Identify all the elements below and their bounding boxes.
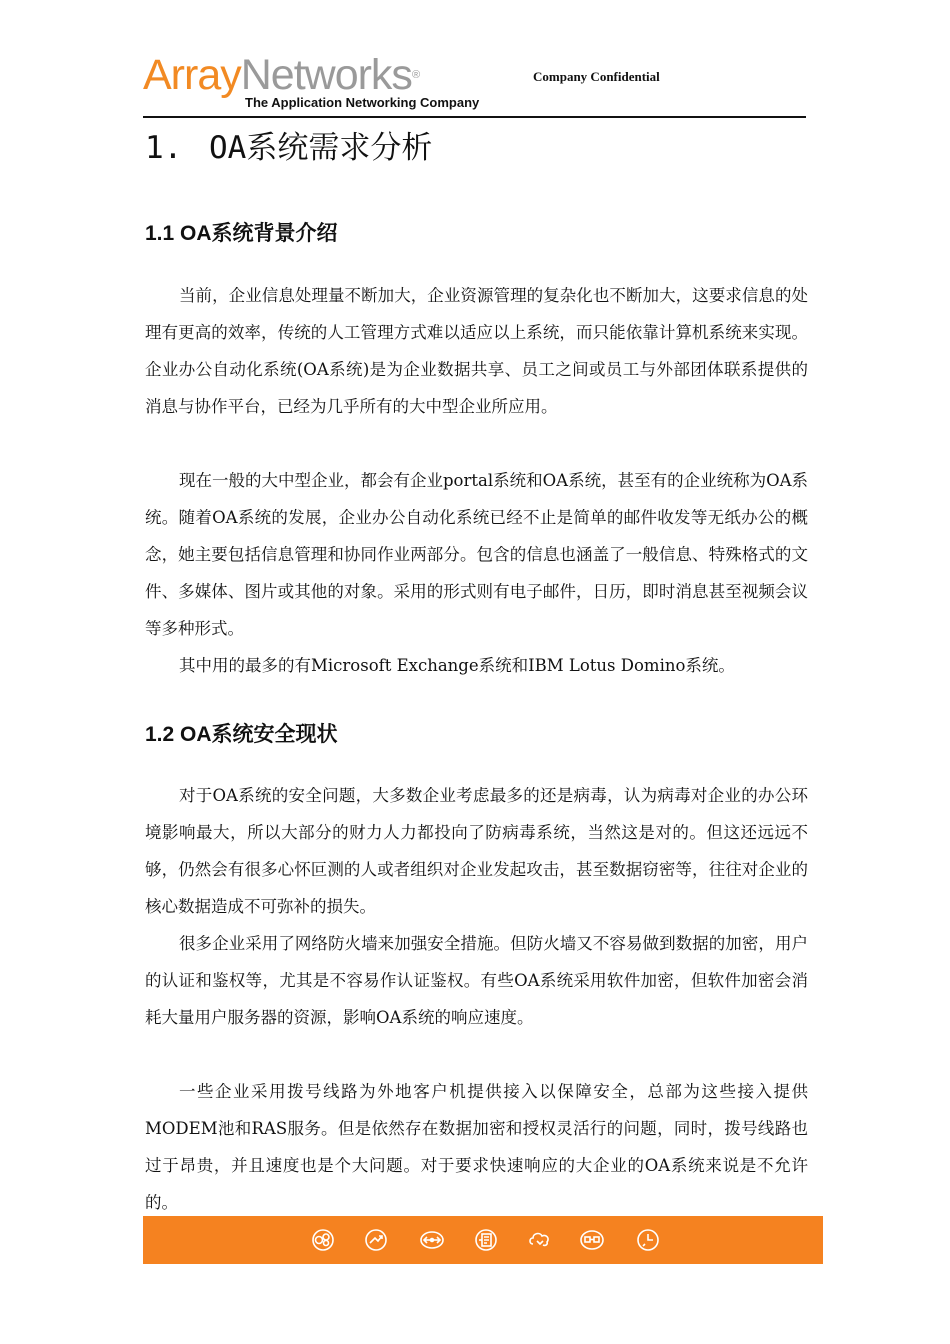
paragraph: 对于OA系统的安全问题，大多数企业考虑最多的还是病毒，认为病毒对企业的办公环境影响最大，所以大部分的财力人力都投向了防病毒系统，当然这是对的。但这还远远不够，仍然会有很多心怀叵测的人或者组织对企业发起攻击，甚至数据窃密等，往往对企业的核心数据造成不可弥补的损失。 [145, 786, 808, 916]
header-divider [143, 116, 806, 118]
logo-wordmark [143, 52, 419, 98]
paragraph: 现在一般的大中型企业，都会有企业portal系统和OA系统，甚至有的企业统称为OA系统。随着OA系统的发展，企业办公自动化系统已经不止是简单的邮件收发等无纸办公的概念，她主要包括信息管理和协同作业两部分。包含的信息也涵盖了一般信息、特殊格式的文件、多媒体、图片或其他的对象。采用的形式则有电子邮件，日历，即时消息甚至视频会议等多种形式。 [145, 471, 809, 638]
logo-networks-text: Networks [240, 51, 412, 99]
chapter-title-text: OA系统需求分析 [209, 130, 433, 166]
load-balance-icon [419, 1228, 445, 1252]
paragraph: 一些企业采用拨号线路为外地客户机提供接入以保障安全，总部为这些接入提供MODEM池和RAS服务。但是依然存在数据加密和授权灵活行的问题，同时，拨号线路也过于昂贵，并且速度也是个大问题。对于要求快速响应的大企业的OA系统来说是不允许的。 [145, 1082, 808, 1212]
company-logo [143, 52, 503, 112]
logo-array-text: Array [143, 51, 241, 99]
section-heading-1-1: 1.1 OA系统背景介绍 [145, 222, 338, 245]
server-document-icon [473, 1228, 499, 1252]
node-map-icon [579, 1228, 605, 1252]
paragraph: 其中用的最多的有Microsoft Exchange系统和IBM Lotus Domino系统。 [179, 656, 735, 675]
logo-registered-mark: ® [411, 69, 420, 81]
confidential-label: Company Confidential [533, 69, 660, 84]
clock-icon [635, 1228, 661, 1252]
logo-tagline: The Application Networking Company [245, 95, 480, 110]
footer-band [143, 1216, 823, 1264]
section-heading-1-2: 1.2 OA系统安全现状 [145, 723, 338, 746]
chapter-number: 1. [145, 130, 183, 166]
paragraph: 当前，企业信息处理量不断加大，企业资源管理的复杂化也不断加大，这要求信息的处理有更高的效率，传统的人工管理方式难以适应以上系统，而只能依靠计算机系统来实现。企业办公自动化系统(OA系统)是为企业数据共享、员工之间或员工与外部团体联系提供的消息与协作平台，已经为几乎所有的大中型企业所应用。 [145, 286, 808, 416]
network-cluster-icon [310, 1228, 336, 1252]
chapter-title [145, 126, 432, 170]
routing-arrows-icon [363, 1228, 389, 1252]
paragraph: 很多企业采用了网络防火墙来加强安全措施。但防火墙又不容易做到数据的加密，用户的认证和鉴权等，尤其是不容易作认证鉴权。有些OA系统采用软件加密，但软件加密会消耗大量用户服务器的资源，影响OA系统的响应速度。 [145, 934, 808, 1027]
cloud-loop-icon [527, 1228, 553, 1252]
